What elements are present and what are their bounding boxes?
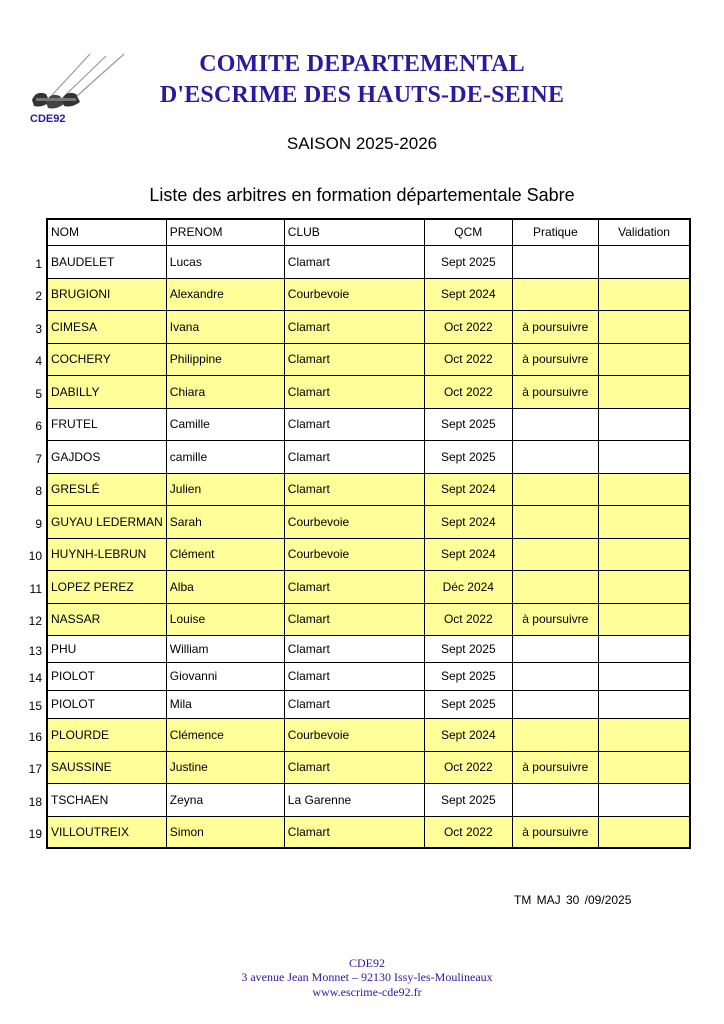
row-number: 1 bbox=[35, 256, 42, 271]
cell-pratique: à poursuivre bbox=[512, 603, 598, 635]
row-number: 17 bbox=[28, 762, 42, 776]
cell-pratique bbox=[512, 278, 598, 310]
cell-prenom: Mila bbox=[166, 690, 284, 718]
cell-club: Clamart bbox=[284, 343, 424, 375]
header-pratique: Pratique bbox=[512, 219, 598, 245]
cell-club: La Garenne bbox=[284, 783, 424, 816]
cell-qcm: Oct 2022 bbox=[424, 343, 512, 375]
cell-validation bbox=[598, 278, 690, 310]
cell-nom: VILLOUTREIX bbox=[47, 816, 166, 848]
row-number: 9 bbox=[35, 516, 42, 531]
cell-validation bbox=[598, 783, 690, 816]
row-number: 2 bbox=[35, 289, 42, 303]
cell-prenom: William bbox=[166, 635, 284, 662]
cell-nom: SAUSSINE bbox=[47, 751, 166, 783]
table-row bbox=[47, 245, 690, 278]
table-row bbox=[47, 662, 690, 690]
cell-prenom: Lucas bbox=[166, 245, 284, 278]
table-row bbox=[47, 816, 690, 848]
org-title-line2: D'ESCRIME DES HAUTS-DE-SEINE bbox=[159, 82, 565, 108]
cell-prenom: Clément bbox=[166, 538, 284, 570]
cell-prenom: Louise bbox=[166, 603, 284, 635]
cell-qcm: Oct 2022 bbox=[424, 310, 512, 343]
row-number: 5 bbox=[35, 386, 42, 401]
cell-prenom: Ivana bbox=[166, 310, 284, 343]
row-number: 18 bbox=[28, 794, 42, 809]
cell-pratique bbox=[512, 473, 598, 505]
cell-qcm: Déc 2024 bbox=[424, 570, 512, 603]
cell-pratique bbox=[512, 440, 598, 473]
cell-qcm: Oct 2022 bbox=[424, 751, 512, 783]
cell-validation bbox=[598, 538, 690, 570]
cell-validation bbox=[598, 245, 690, 278]
row-number: 4 bbox=[35, 354, 42, 368]
cell-nom: COCHERY bbox=[47, 343, 166, 375]
cell-club: Courbevoie bbox=[284, 718, 424, 751]
cell-validation bbox=[598, 408, 690, 440]
row-number: 12 bbox=[28, 614, 42, 628]
cell-nom: LOPEZ PEREZ bbox=[47, 570, 166, 603]
cell-nom: HUYNH-LEBRUN bbox=[47, 538, 166, 570]
cell-prenom: Simon bbox=[166, 816, 284, 848]
table-row bbox=[47, 473, 690, 505]
header-validation: Validation bbox=[598, 219, 690, 245]
cell-prenom: Justine bbox=[166, 751, 284, 783]
table-row bbox=[47, 690, 690, 718]
cell-club: Clamart bbox=[284, 635, 424, 662]
footer-name: CDE92 bbox=[349, 956, 385, 970]
cell-prenom: Julien bbox=[166, 473, 284, 505]
cell-qcm: Oct 2022 bbox=[424, 816, 512, 848]
list-title: Liste des arbitres en formation départementale Sabre bbox=[149, 185, 575, 205]
cell-pratique: à poursuivre bbox=[512, 375, 598, 408]
table-row bbox=[47, 570, 690, 603]
row-number: 16 bbox=[28, 729, 42, 744]
cell-validation bbox=[598, 690, 690, 718]
table-row bbox=[47, 635, 690, 662]
cell-qcm: Sept 2024 bbox=[424, 538, 512, 570]
table-row bbox=[47, 408, 690, 440]
cell-club: Clamart bbox=[284, 473, 424, 505]
cell-pratique bbox=[512, 783, 598, 816]
cell-club: Courbevoie bbox=[284, 278, 424, 310]
cell-club: Clamart bbox=[284, 662, 424, 690]
cell-qcm: Sept 2025 bbox=[424, 662, 512, 690]
cell-qcm: Sept 2025 bbox=[424, 635, 512, 662]
cell-qcm: Oct 2022 bbox=[424, 603, 512, 635]
row-number: 13 bbox=[28, 643, 42, 658]
cell-club: Clamart bbox=[284, 690, 424, 718]
table-row bbox=[47, 343, 690, 375]
cell-nom: GUYAU LEDERMAN bbox=[47, 505, 166, 538]
table-row bbox=[47, 538, 690, 570]
cell-prenom: Alba bbox=[166, 570, 284, 603]
cell-validation bbox=[598, 816, 690, 848]
cell-validation bbox=[598, 635, 690, 662]
header-prenom: PRENOM bbox=[166, 219, 284, 245]
cell-validation bbox=[598, 505, 690, 538]
cell-prenom: Alexandre bbox=[166, 278, 284, 310]
cell-qcm: Sept 2025 bbox=[424, 783, 512, 816]
cell-qcm: Sept 2025 bbox=[424, 245, 512, 278]
cell-qcm: Sept 2025 bbox=[424, 690, 512, 718]
cell-nom: NASSAR bbox=[47, 603, 166, 635]
cell-validation bbox=[598, 473, 690, 505]
cell-pratique bbox=[512, 505, 598, 538]
table-row bbox=[47, 603, 690, 635]
cell-pratique: à poursuivre bbox=[512, 310, 598, 343]
cell-club: Clamart bbox=[284, 816, 424, 848]
table-row bbox=[47, 278, 690, 310]
cell-club: Clamart bbox=[284, 408, 424, 440]
cell-validation bbox=[598, 440, 690, 473]
footer-website[interactable]: www.escrime-cde92.fr bbox=[312, 985, 422, 999]
table-row bbox=[47, 783, 690, 816]
cell-prenom: Giovanni bbox=[166, 662, 284, 690]
table-row bbox=[47, 505, 690, 538]
cell-qcm: Oct 2022 bbox=[424, 375, 512, 408]
referees-table bbox=[46, 218, 691, 849]
cell-nom: GAJDOS bbox=[47, 440, 166, 473]
cell-pratique: à poursuivre bbox=[512, 751, 598, 783]
cell-club: Clamart bbox=[284, 310, 424, 343]
table-header-row bbox=[47, 219, 690, 245]
cell-prenom: Zeyna bbox=[166, 783, 284, 816]
header-club: CLUB bbox=[284, 219, 424, 245]
row-number: 3 bbox=[35, 321, 42, 336]
cell-club: Clamart bbox=[284, 440, 424, 473]
row-number: 11 bbox=[29, 581, 42, 596]
cell-prenom: Chiara bbox=[166, 375, 284, 408]
cell-qcm: Sept 2025 bbox=[424, 408, 512, 440]
cell-qcm: Sept 2025 bbox=[424, 440, 512, 473]
table-row bbox=[47, 751, 690, 783]
cell-pratique bbox=[512, 245, 598, 278]
referees-table-wrapper bbox=[46, 218, 691, 849]
cell-pratique bbox=[512, 635, 598, 662]
row-number: 14 bbox=[28, 671, 42, 685]
cell-nom: DABILLY bbox=[47, 375, 166, 408]
cell-validation bbox=[598, 570, 690, 603]
row-number: 7 bbox=[35, 451, 42, 466]
cell-pratique bbox=[512, 718, 598, 751]
cell-qcm: Sept 2024 bbox=[424, 505, 512, 538]
cell-prenom: Camille bbox=[166, 408, 284, 440]
cell-club: Clamart bbox=[284, 603, 424, 635]
org-title-line1: COMITE DEPARTEMENTAL bbox=[199, 51, 525, 77]
cell-nom: TSCHAEN bbox=[47, 783, 166, 816]
cell-club: Courbevoie bbox=[284, 538, 424, 570]
row-number: 19 bbox=[28, 827, 42, 841]
cell-nom: PIOLOT bbox=[47, 690, 166, 718]
header-nom: NOM bbox=[47, 219, 166, 245]
cell-qcm: Sept 2024 bbox=[424, 278, 512, 310]
cell-pratique: à poursuivre bbox=[512, 816, 598, 848]
header-qcm: QCM bbox=[424, 219, 512, 245]
cell-nom: CIMESA bbox=[47, 310, 166, 343]
cell-qcm: Sept 2024 bbox=[424, 718, 512, 751]
cell-pratique: à poursuivre bbox=[512, 343, 598, 375]
row-number: 8 bbox=[35, 484, 42, 498]
cell-nom: BRUGIONI bbox=[47, 278, 166, 310]
update-note: TM MAJ 30 /09/2025 bbox=[514, 893, 632, 907]
cell-nom: BAUDELET bbox=[47, 245, 166, 278]
row-number: 6 bbox=[35, 419, 42, 433]
cell-validation bbox=[598, 343, 690, 375]
cell-prenom: camille bbox=[166, 440, 284, 473]
cell-prenom: Sarah bbox=[166, 505, 284, 538]
season-title: SAISON 2025-2026 bbox=[286, 134, 438, 153]
cell-nom: PHU bbox=[47, 635, 166, 662]
cell-nom: PLOURDE bbox=[47, 718, 166, 751]
cell-club: Courbevoie bbox=[284, 505, 424, 538]
cell-nom: FRUTEL bbox=[47, 408, 166, 440]
cell-qcm: Sept 2024 bbox=[424, 473, 512, 505]
table-row bbox=[47, 440, 690, 473]
table-row bbox=[47, 375, 690, 408]
cell-validation bbox=[598, 310, 690, 343]
row-number: 10 bbox=[28, 549, 42, 563]
cell-nom: PIOLOT bbox=[47, 662, 166, 690]
table-row bbox=[47, 718, 690, 751]
cell-pratique bbox=[512, 570, 598, 603]
cell-club: Clamart bbox=[284, 245, 424, 278]
logo-text: CDE92 bbox=[30, 113, 66, 125]
cell-validation bbox=[598, 718, 690, 751]
footer-address: 3 avenue Jean Monnet – 92130 Issy-les-Moulineaux bbox=[241, 970, 493, 984]
cell-validation bbox=[598, 603, 690, 635]
table-row bbox=[47, 310, 690, 343]
cell-prenom: Philippine bbox=[166, 343, 284, 375]
cell-club: Clamart bbox=[284, 570, 424, 603]
cell-validation bbox=[598, 662, 690, 690]
cell-pratique bbox=[512, 408, 598, 440]
cell-validation bbox=[598, 375, 690, 408]
row-number: 15 bbox=[28, 699, 42, 713]
cell-club: Clamart bbox=[284, 375, 424, 408]
cell-prenom: Clémence bbox=[166, 718, 284, 751]
cell-pratique bbox=[512, 690, 598, 718]
cell-validation bbox=[598, 751, 690, 783]
cell-pratique bbox=[512, 538, 598, 570]
cell-nom: GRESLÉ bbox=[47, 473, 166, 505]
cell-club: Clamart bbox=[284, 751, 424, 783]
cell-pratique bbox=[512, 662, 598, 690]
